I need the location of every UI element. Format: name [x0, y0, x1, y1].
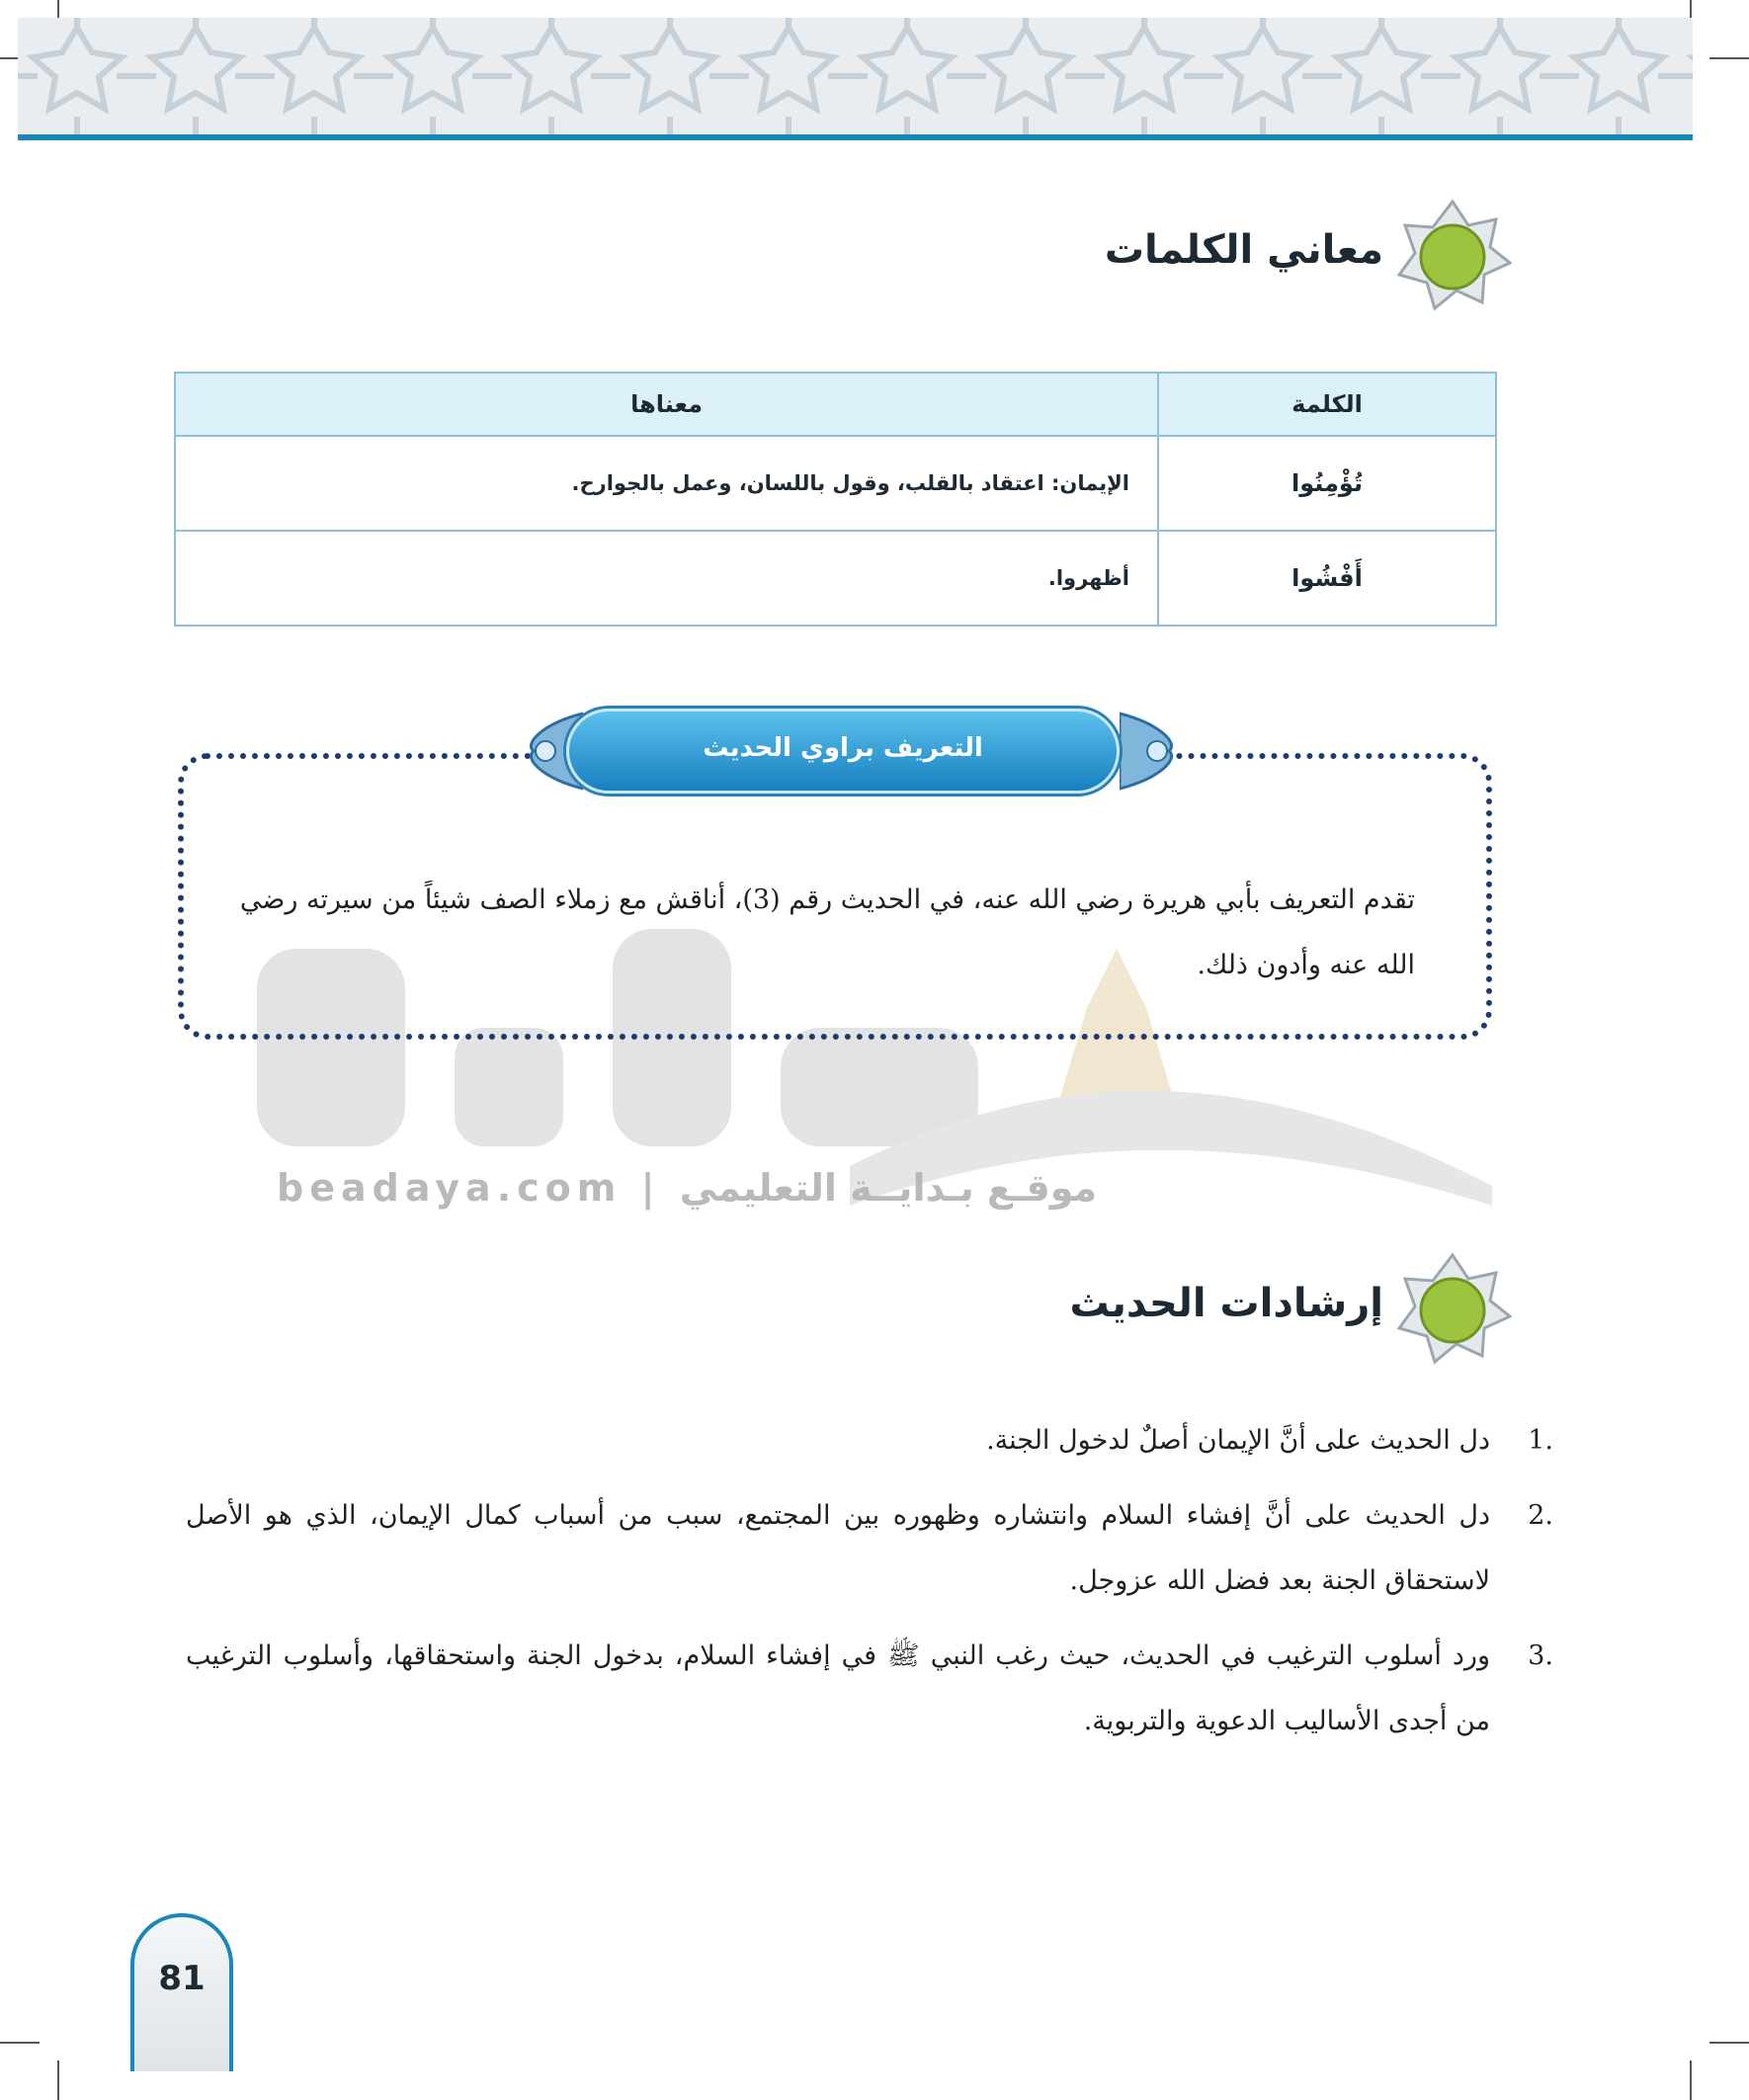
top-rule	[18, 134, 1693, 140]
narrator-banner-label: التعريف براوي الحديث	[703, 733, 983, 763]
octagram-icon	[1393, 198, 1512, 316]
crop-mark	[1690, 2060, 1692, 2100]
list-text: دل الحديث على أنَّ إفشاء السلام وانتشاره وظهوره بين المجتمع، سبب من أسباب كمال الإيمان، الذي هو الأصل لاستحقاق الجنة بعد فضل الله عزوجل.	[186, 1500, 1490, 1596]
crop-mark	[1709, 57, 1749, 59]
guidance-list	[186, 1408, 1553, 1764]
list-text: دل الحديث على أنَّ الإيمان أصلٌ لدخول الجنة.	[986, 1425, 1490, 1456]
list-item	[186, 1483, 1553, 1614]
word-meanings-header	[1067, 198, 1512, 316]
column-header-meaning: معناها	[175, 373, 1158, 436]
word-meanings-table	[174, 372, 1497, 627]
ornament-icon	[1120, 704, 1189, 798]
section-title: إرشادات الحديث	[1069, 1281, 1383, 1326]
crop-mark	[57, 2060, 59, 2100]
page-number: 81	[158, 1959, 206, 1998]
watermark-text: beadaya.com | موقـع بـدايــة التعليمي	[277, 1166, 1098, 1210]
crop-mark	[1709, 2042, 1749, 2044]
table-row	[175, 531, 1496, 626]
geometric-pattern-icon	[18, 18, 1693, 134]
word-cell: أَفْشُوا	[1158, 531, 1496, 626]
column-header-word: الكلمة	[1158, 373, 1496, 436]
meaning-cell: أظهروا.	[175, 531, 1158, 626]
narrator-banner	[566, 709, 1120, 794]
table-row	[175, 436, 1496, 531]
list-number: .2	[1528, 1500, 1553, 1531]
list-number: .3	[1528, 1640, 1553, 1671]
octagram-icon	[1393, 1251, 1512, 1370]
word-cell: تُؤْمِنُوا	[1158, 436, 1496, 531]
table-header-row	[175, 373, 1496, 436]
list-item	[186, 1408, 1553, 1473]
list-item	[186, 1624, 1553, 1754]
top-decorative-band	[18, 18, 1693, 134]
page-number-tab	[130, 1913, 233, 2071]
list-number: .1	[1528, 1425, 1553, 1456]
narrator-text: تقدم التعريف بأبي هريرة رضي الله عنه، في الحديث رقم (3)، أناقش مع زملاء الصف شيئاً من سيرته رضي الله عنه وأدون ذلك.	[239, 884, 1415, 980]
crop-mark	[0, 2042, 40, 2044]
meaning-cell: الإيمان: اعتقاد بالقلب، وقول باللسان، وعمل بالجوارح.	[175, 436, 1158, 531]
list-text: ورد أسلوب الترغيب في الحديث، حيث رغب النبي ﷺ في إفشاء السلام، بدخول الجنة واستحقاقها، وأسلوب الترغيب من أجدى الأساليب الدعوية والتربوية.	[186, 1640, 1490, 1736]
section-title: معاني الكلمات	[1104, 227, 1383, 273]
guidance-header	[1067, 1251, 1512, 1370]
